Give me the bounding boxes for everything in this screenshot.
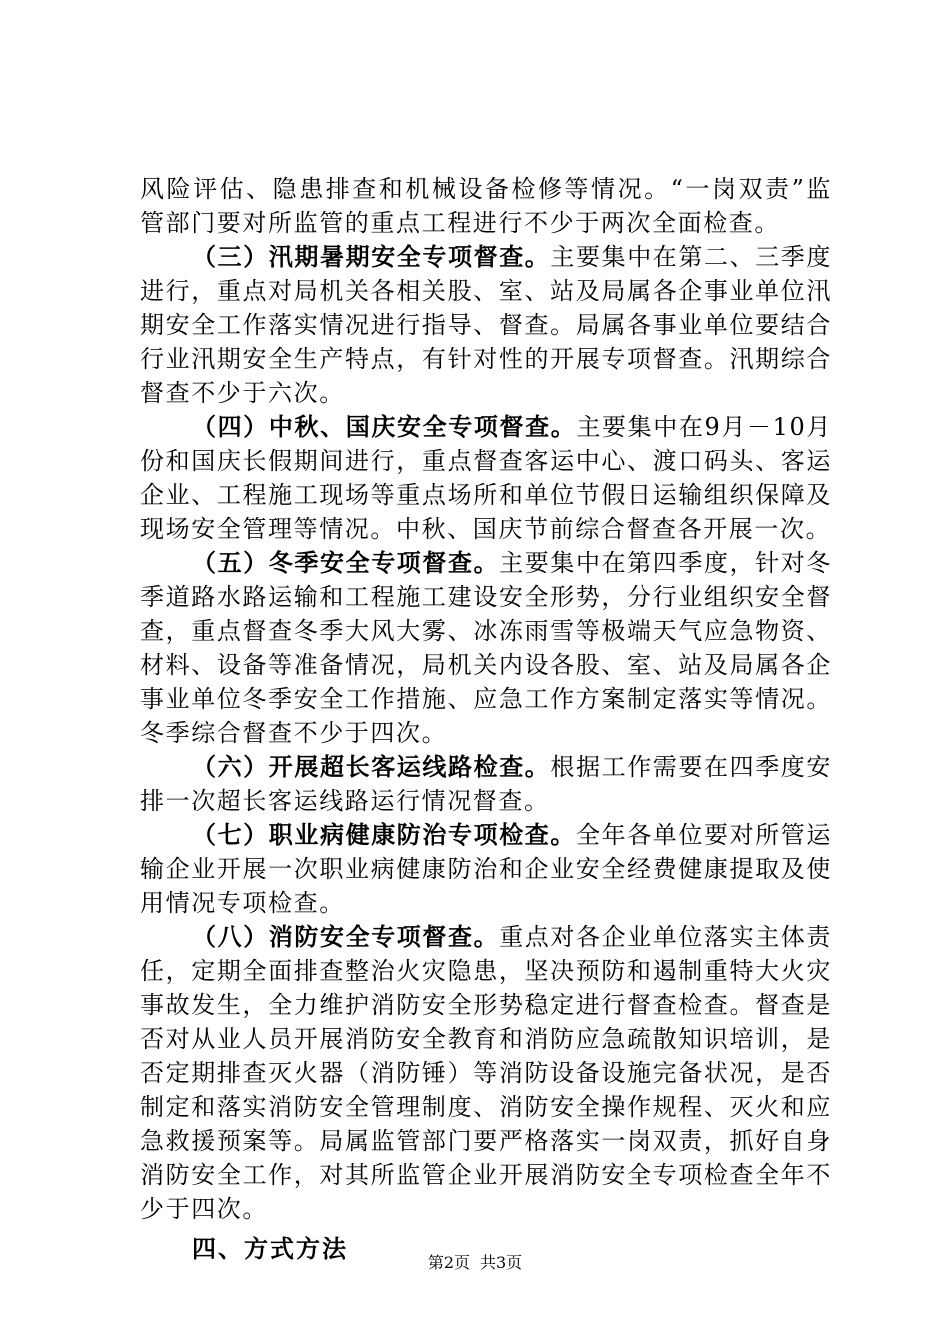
paragraph-3	[140, 410, 832, 546]
page-footer	[0, 1253, 950, 1273]
paragraph-1	[140, 172, 832, 240]
paragraph-4	[140, 546, 832, 750]
paragraph-4-heading: （五）冬季安全专项督查。	[192, 548, 500, 577]
paragraph-2-text: 主要集中在第二、三季度进行，重点对局机关各相关股、室、站及局属各企事业单位汛期安全工作落实情况进行指导、督查。局属各事业单位要结合行业汛期安全生产特点，有针对性的开展专项督查。汛期综合督查不少于六次。	[140, 243, 833, 407]
paragraph-2-heading: （三）汛期暑期安全专项督查。	[192, 242, 551, 271]
document-body	[140, 172, 832, 1266]
paragraph-5-heading: （六）开展超长客运线路检查。	[192, 752, 551, 781]
paragraph-4-text: 主要集中在第四季度，针对冬季道路水路运输和工程施工建设安全形势，分行业组织安全督查，重点督查冬季大风大雾、冰冻雨雪等极端天气应急物资、材料、设备等准备情况，局机关内设各股、室、站及局属各企事业单位冬季安全工作措施、应急工作方案制定落实等情况。冬季综合督查不少于四次。	[140, 549, 833, 747]
paragraph-7	[140, 920, 832, 1226]
paragraph-3-text: 主要集中在9月－10月份和国庆长假期间进行，重点督查客运中心、渡口码头、客运企业、工程施工现场等重点场所和单位节假日运输组织保障及现场安全管理等情况。中秋、国庆节前综合督查各开展一次。	[140, 413, 832, 543]
paragraph-7-heading: （八）消防安全专项督查。	[192, 922, 500, 951]
paragraph-6-heading: （七）职业病健康防治专项检查。	[192, 820, 576, 849]
paragraph-6-text: 全年各单位要对所管运输企业开展一次职业病健康防治和企业安全经费健康提取及使用情况专项检查。	[140, 821, 832, 917]
paragraph-1-text: 风险评估、隐患排查和机械设备检修等情况。“一岗双责”监管部门要对所监管的重点工程进行不少于两次全面检查。	[140, 175, 832, 237]
paragraph-3-heading: （四）中秋、国庆安全专项督查。	[192, 412, 577, 441]
paragraph-7-text: 重点对各企业单位落实主体责任，定期全面排查整治火灾隐患，坚决预防和遏制重特大火灾事故发生，全力维护消防安全形势稳定进行督查检查。督查是否对从业人员开展消防安全教育和消防应急疏散知识培训，是否定期排查灭火器（消防锤）等消防设备设施完备状况，是否制定和落实消防安全管理制度、消防安全操作规程、灭火和应急救援预案等。局属监管部门要严格落实一岗双责，抓好自身消防安全工作，对其所监管企业开展消防安全专项检查全年不少于四次。	[140, 923, 833, 1223]
page-number: 第2页	[427, 1253, 470, 1272]
paragraph-5-text: 根据工作需要在四季度安排一次超长客运线路运行情况督查。	[140, 753, 833, 815]
paragraph-6	[140, 818, 832, 920]
page-total: 共3页	[480, 1253, 523, 1272]
section-heading: 四、方式方法	[192, 1234, 348, 1263]
paragraph-2	[140, 240, 832, 410]
paragraph-5	[140, 750, 832, 818]
